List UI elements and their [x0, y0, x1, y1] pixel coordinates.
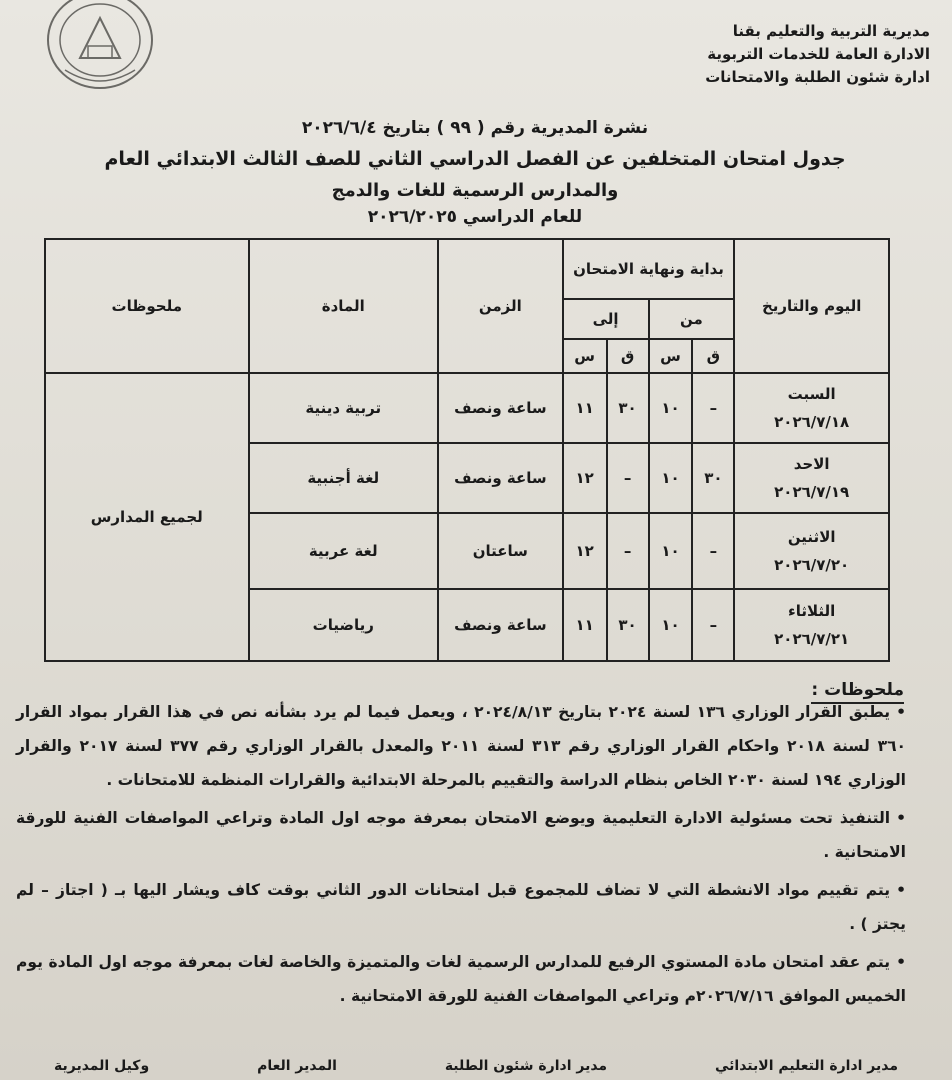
signature-student-affairs: مدير ادارة شئون الطلبة	[444, 1058, 608, 1074]
time-cell: ساعة ونصف	[438, 373, 563, 443]
header-from: من	[649, 299, 735, 339]
to-q-cell: ٣٠	[607, 373, 649, 443]
from-q-cell: ٣٠	[692, 443, 734, 513]
day-name: السبت	[787, 385, 836, 403]
from-s-cell: ١٠	[649, 589, 693, 661]
time-cell: ساعة ونصف	[438, 443, 563, 513]
header-to-q: ق	[607, 339, 649, 373]
note-item	[16, 695, 906, 797]
time-cell: ساعتان	[438, 513, 563, 589]
header-time: الزمن	[438, 239, 563, 373]
note-item	[16, 873, 906, 941]
day-name: الاثنين	[787, 528, 836, 546]
from-q-cell: –	[692, 513, 734, 589]
day-date-cell	[734, 513, 889, 589]
ministry-seal-logo	[40, 0, 160, 110]
notes-cell: لجميع المدارس	[45, 373, 249, 661]
note-text: التنفيذ تحت مسئولية الادارة التعليمية ويوضع الامتحان بمعرفة موجه اول المادة وتراعي المواصفات الفنية للورقة الامتحانية .	[16, 809, 906, 861]
header-notes: ملحوظات	[45, 239, 249, 373]
day-date-cell	[734, 589, 889, 661]
to-s-cell: ١١	[563, 589, 607, 661]
day-date-cell	[734, 373, 889, 443]
exam-date: ٢٠٢٦/٧/١٨	[774, 413, 850, 431]
day-name: الاحد	[793, 455, 830, 473]
subject-cell: تربية دينية	[249, 373, 438, 443]
subject-cell: لغة أجنبية	[249, 443, 438, 513]
to-s-cell: ١١	[563, 373, 607, 443]
header-exam-span: بداية ونهاية الامتحان	[563, 239, 735, 299]
from-s-cell: ١٠	[649, 373, 693, 443]
note-item	[16, 945, 906, 1013]
note-text: يتم عقد امتحان مادة المستوي الرفيع للمدارس الرسمية لغات والمتميزة والخاصة لغات بمعرفة موجه اول المادة يوم الخميس الموافق ٢٠٢٦/٧/١٦م وتراعي المواصفات الفنية للورقة الامتحانية .	[16, 953, 906, 1005]
document-titles	[60, 118, 890, 227]
to-s-cell: ١٢	[563, 513, 607, 589]
from-s-cell: ١٠	[649, 513, 693, 589]
note-text: يتم تقييم مواد الانشطة التي لا تضاف للمجموع قبل امتحانات الدور الثاني بوقت كاف ويشار اليها بـ ( اجتاز – لم يجتز ) .	[16, 881, 906, 933]
day-date-cell	[734, 443, 889, 513]
notes-list	[16, 695, 906, 1017]
from-q-cell: –	[692, 589, 734, 661]
header-line-2: الادارة العامة للخدمات التربوية	[707, 45, 930, 63]
signature-deputy: وكيل المديرية	[53, 1058, 150, 1074]
bullet-icon: •	[896, 953, 906, 971]
header-from-s: س	[649, 339, 693, 373]
sub-title: والمدارس الرسمية للغات والدمج	[331, 180, 619, 201]
bulletin-title: نشرة المديرية رقم ( ٩٩ ) بتاريخ ٢٠٢٦/٦/٤	[301, 118, 649, 138]
header-line-1: مديرية التربية والتعليم بقنا	[732, 22, 930, 40]
header-subject: المادة	[249, 239, 438, 373]
exam-schedule-table	[44, 238, 890, 662]
note-text: يطبق القرار الوزاري ١٣٦ لسنة ٢٠٢٤ بتاريخ ٢٠٢٤/٨/١٣ ، ويعمل فيما لم يرد بشأنه نص في هذا القرار بمواد القرار ٣٦٠ لسنة ٢٠١٨ واحكام القرار الوزاري رقم ٣١٣ لسنة ٢٠١١ والمعدل بالقرار الوزاري رقم ٣٧٧ لسنة ٢٠١٧ والقرار الوزاري ١٩٤ لسنة ٢٠٣٠ الخاص بنظام الدراسة والتقييم بالمرحلة الابتدائية والقرارات المنظمة للامتحانات .	[16, 703, 906, 789]
main-title: جدول امتحان المتخلفين عن الفصل الدراسي الثاني للصف الثالث الابتدائي العام	[104, 148, 846, 170]
signature-general-manager: المدير العام	[257, 1058, 337, 1074]
header-day-date: اليوم والتاريخ	[734, 239, 889, 373]
signature-primary-director: مدير ادارة التعليم الابتدائي	[715, 1058, 899, 1074]
header-line-3: ادارة شئون الطلبة والامتحانات	[705, 68, 930, 86]
signatures-row	[0, 1058, 952, 1080]
from-s-cell: ١٠	[649, 443, 693, 513]
day-name: الثلاثاء	[788, 602, 836, 620]
subject-cell: لغة عربية	[249, 513, 438, 589]
exam-date: ٢٠٢٦/٧/٢١	[774, 630, 850, 648]
to-q-cell: ٣٠	[607, 589, 649, 661]
notes-heading: ملحوظات :	[811, 680, 904, 704]
time-cell: ساعة ونصف	[438, 589, 563, 661]
bullet-icon: •	[896, 881, 906, 899]
subject-cell: رياضيات	[249, 589, 438, 661]
directorate-header	[630, 20, 930, 89]
header-to-s: س	[563, 339, 607, 373]
bullet-icon: •	[896, 703, 906, 721]
to-q-cell: –	[607, 443, 649, 513]
header-to: إلى	[563, 299, 649, 339]
exam-date: ٢٠٢٦/٧/٢٠	[774, 556, 850, 574]
exam-date: ٢٠٢٦/٧/١٩	[774, 483, 850, 501]
header-from-q: ق	[692, 339, 734, 373]
note-item	[16, 801, 906, 869]
to-s-cell: ١٢	[563, 443, 607, 513]
table-row	[45, 373, 889, 443]
from-q-cell: –	[692, 373, 734, 443]
bullet-icon: •	[896, 809, 906, 827]
to-q-cell: –	[607, 513, 649, 589]
academic-year: للعام الدراسي ٢٠٢٦/٢٠٢٥	[367, 207, 583, 227]
